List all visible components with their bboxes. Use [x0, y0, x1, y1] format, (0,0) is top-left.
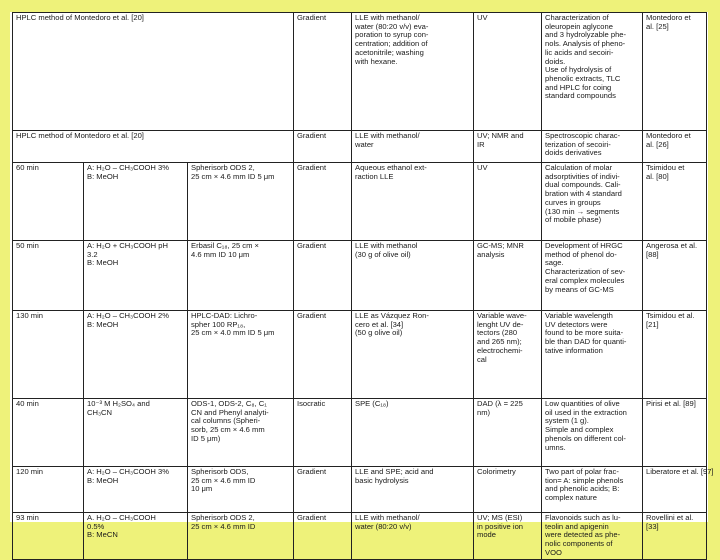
table-cell — [643, 513, 707, 560]
cell-text-line: B: MeCN — [87, 530, 118, 540]
cell-text-line: oil used in the extraction — [545, 407, 627, 417]
cell-text-line: VOO — [545, 547, 562, 557]
cell-text-line: CN and Phenyl analyti- — [191, 407, 269, 417]
cell-text-line: and 265 nm); — [477, 337, 522, 347]
cell-text-line: UV — [477, 13, 488, 22]
table-cell — [542, 241, 643, 311]
cell-text-line: Montedoro et — [646, 131, 691, 140]
cell-text-line: DAD (λ = 225 — [477, 399, 523, 408]
table-cell — [294, 163, 352, 241]
cell-text-line: A. H₂O – CH₃COOH — [87, 513, 156, 522]
cell-text-line: oleuropein aglycone — [545, 21, 613, 31]
cell-text-line: adsorptivities of indivi- — [545, 171, 620, 181]
methods-table — [12, 12, 714, 560]
cell-text-line: 4.6 mm ID 10 μm — [191, 249, 250, 259]
cell-text-line: spher 100 RP₁₈, — [191, 319, 246, 329]
table-cell — [188, 513, 294, 560]
cell-text-line: standard compounds — [545, 91, 616, 101]
table-cell — [294, 399, 352, 467]
cell-text-line: Spherisorb ODS, — [191, 467, 249, 476]
cell-text-line: nols. Analysis of pheno- — [545, 39, 626, 49]
cell-text-line: raction LLE — [355, 171, 394, 181]
cell-text-line: [21] — [646, 319, 659, 329]
cell-text-line: phenols on different col- — [545, 433, 626, 443]
cell-text-line: centration; addition of — [355, 39, 428, 49]
table-cell — [474, 467, 542, 513]
table-cell — [294, 513, 352, 560]
cell-text-line: Spectroscopic charac- — [545, 131, 621, 140]
cell-text-line: terization of secoiri- — [545, 139, 611, 149]
cell-text-line: (50 g olive oil) — [355, 328, 403, 338]
cell-text-line: by means of GC-MS — [545, 284, 614, 294]
table-cell — [474, 241, 542, 311]
table-cell — [13, 399, 84, 467]
cell-text-line: 25 cm × 4.6 mm ID 5 μm — [191, 171, 275, 181]
cell-text-line: complex nature — [545, 493, 597, 503]
cell-text-line: LLE with methanol/ — [355, 131, 420, 140]
cell-text-line: Colorimetry — [477, 467, 516, 476]
cell-text-line: and phenolic acids; B: — [545, 484, 620, 494]
table-cell — [188, 399, 294, 467]
table-cell — [643, 311, 707, 399]
table-cell — [294, 131, 352, 163]
cell-text-line: and HPLC for coing — [545, 82, 612, 92]
cell-text-line: Spherisorb ODS 2, — [191, 163, 255, 172]
table-row — [13, 131, 707, 163]
cell-text-line: Tsimidou et — [646, 163, 685, 172]
cell-text-line: Aqueous ethanol ext- — [355, 163, 427, 172]
cell-text-line: umns. — [545, 442, 566, 452]
table-cell — [643, 467, 714, 513]
cell-text-line: of mobile phase) — [545, 215, 602, 225]
cell-text-line: Rovellini et al. — [646, 513, 694, 522]
cell-text-line: Angerosa et al. — [646, 241, 698, 250]
cell-text-line: teolin and apigenin — [545, 521, 609, 531]
cell-text-line: tion= A: simple phenols — [545, 475, 624, 485]
table-cell — [643, 241, 707, 311]
table-cell — [352, 13, 474, 131]
cell-text-line: Montedoro et — [646, 13, 691, 22]
cell-text-line: Pirisi et al. [89] — [646, 399, 696, 408]
table-cell — [294, 311, 352, 399]
cell-text-line: Spherisorb ODS 2, — [191, 513, 255, 522]
table-cell — [84, 163, 188, 241]
cell-text-line: A: H₂O + CH₃COOH pH — [87, 241, 168, 250]
cell-text-line: water (80:20 v/v) — [355, 521, 412, 531]
cell-text-line: [88] — [646, 249, 659, 259]
cell-text-line: GC-MS; MNR — [477, 241, 524, 250]
cell-text-line: 10⁻³ M H₂SO₄ and — [87, 399, 150, 408]
cell-text-line: LLE as Vázquez Ron- — [355, 311, 429, 320]
cell-text-line: 130 min — [16, 311, 44, 320]
cell-text-line: sorb, 25 cm × 4.6 mm — [191, 425, 265, 435]
table-cell — [542, 163, 643, 241]
cell-text-line: [33] — [646, 521, 659, 531]
cell-text-line: Tsimidou et al. — [646, 311, 695, 320]
cell-text-line: Gradient — [297, 241, 327, 250]
cell-text-line: found to be more suita- — [545, 328, 624, 338]
table-cell — [84, 311, 188, 399]
table-cell — [13, 311, 84, 399]
cell-text-line: SPE (C₁₈) — [355, 399, 389, 408]
cell-text-line: Characterization of sev- — [545, 267, 626, 277]
cell-text-line: Gradient — [297, 131, 327, 140]
table-row — [13, 163, 707, 241]
cell-text-line: 25 cm × 4.6 mm ID — [191, 521, 256, 531]
cell-text-line: A: H₂O – CH₃COOH 3% — [87, 467, 169, 476]
cell-text-line: Gradient — [297, 513, 327, 522]
cell-text-line: Calculation of molar — [545, 163, 613, 172]
cell-text-line: CH₃CN — [87, 407, 113, 417]
cell-text-line: 25 cm × 4.6 mm ID — [191, 475, 256, 485]
cell-text-line: 10 μm — [191, 484, 213, 494]
table-cell — [294, 13, 352, 131]
cell-text-line: Gradient — [297, 467, 327, 476]
cell-text-line: acetonitrile; washing — [355, 47, 424, 57]
cell-text-line: tative information — [545, 345, 603, 355]
table-cell — [474, 131, 542, 163]
table-row — [13, 13, 707, 131]
cell-text-line: UV — [477, 163, 488, 172]
cell-text-line: water (80:20 v/v) eva- — [355, 21, 429, 31]
cell-text-line: B: MeOH — [87, 319, 119, 329]
table-cell — [13, 131, 294, 163]
cell-text-line: system (1 g). — [545, 416, 589, 426]
table-cell — [13, 13, 294, 131]
cell-text-line: Simple and complex — [545, 425, 614, 435]
cell-text-line: Liberatore et al. [97] — [646, 467, 714, 476]
cell-text-line: Low quantities of olive — [545, 399, 620, 408]
table-cell — [188, 467, 294, 513]
cell-text-line: 60 min — [16, 163, 39, 172]
table-cell — [13, 241, 84, 311]
cell-text-line: UV; NMR and — [477, 131, 524, 140]
cell-text-line: (30 g of olive oil) — [355, 249, 411, 259]
cell-text-line: HPLC method of Montedoro et al. [20] — [16, 13, 144, 22]
cell-text-line: A: H₂O – CH₃COOH 2% — [87, 311, 169, 320]
table-row — [13, 513, 707, 560]
cell-text-line: LLE with methanol — [355, 241, 418, 250]
table-cell — [474, 513, 542, 560]
table-cell — [13, 513, 84, 560]
table-cell — [294, 467, 352, 513]
cell-text-line: Erbasil C₁₈, 25 cm × — [191, 241, 259, 250]
cell-text-line: water — [355, 139, 374, 149]
cell-text-line: B: MeOH — [87, 475, 119, 485]
table-cell — [188, 241, 294, 311]
cell-text-line: al. [25] — [646, 21, 669, 31]
cell-text-line: were detected as phe- — [545, 530, 621, 540]
cell-text-line: IR — [477, 139, 485, 149]
table-cell — [474, 13, 542, 131]
table-cell — [542, 513, 643, 560]
table-cell — [474, 399, 542, 467]
table-cell — [294, 241, 352, 311]
cell-text-line: Gradient — [297, 311, 327, 320]
cell-text-line: poration to syrup con- — [355, 30, 429, 40]
table-cell — [13, 467, 84, 513]
table-cell — [352, 163, 474, 241]
table-cell — [542, 13, 643, 131]
cell-text-line: bration with 4 standard — [545, 189, 622, 199]
table-cell — [542, 311, 643, 399]
cell-text-line: Isocratic — [297, 399, 326, 408]
cell-text-line: tectors (280 — [477, 328, 518, 338]
table-row — [13, 241, 707, 311]
table-cell — [84, 399, 188, 467]
table-cell — [643, 13, 707, 131]
table-row — [13, 311, 707, 399]
cell-text-line: HPLC method of Montedoro et al. [20] — [16, 131, 144, 140]
cell-text-line: (130 min → segments — [545, 206, 620, 216]
cell-text-line: electrochemi- — [477, 345, 523, 355]
cell-text-line: A: H₂O – CH₃COOH 3% — [87, 163, 169, 172]
cell-text-line: eral complex molecules — [545, 275, 625, 285]
cell-text-line: Variable wavelength — [545, 311, 613, 320]
cell-text-line: cero et al. [34] — [355, 319, 404, 329]
cell-text-line: sage. — [545, 258, 564, 268]
cell-text-line: Development of HRGC — [545, 241, 623, 250]
cell-text-line: 93 min — [16, 513, 39, 522]
cell-text-line: B: MeOH — [87, 171, 119, 181]
cell-text-line: with hexane. — [355, 56, 398, 66]
cell-text-line: curves in groups — [545, 197, 601, 207]
table-cell — [542, 131, 643, 163]
table-cell — [352, 513, 474, 560]
table-cell — [643, 131, 707, 163]
table-row — [13, 399, 707, 467]
cell-text-line: lenght UV de- — [477, 319, 524, 329]
table-cell — [542, 399, 643, 467]
cell-text-line: analysis — [477, 249, 505, 259]
cell-text-line: LLE and SPE; acid and — [355, 467, 434, 476]
cell-text-line: HPLC-DAD: Lichro- — [191, 311, 258, 320]
cell-text-line: basic hydrolysis — [355, 475, 409, 485]
cell-text-line: Characterization of — [545, 13, 609, 22]
cell-text-line: dual compounds. Cali- — [545, 180, 621, 190]
cell-text-line: method of phenol do- — [545, 249, 617, 259]
table-cell — [188, 163, 294, 241]
cell-text-line: and 3 hydrolyzable phe- — [545, 30, 627, 40]
cell-text-line: cal — [477, 354, 487, 364]
table-cell — [352, 131, 474, 163]
cell-text-line: mode — [477, 530, 496, 540]
cell-text-line: al. [80] — [646, 171, 669, 181]
cell-text-line: in positive ion — [477, 521, 524, 531]
table-cell — [474, 163, 542, 241]
table-cell — [352, 399, 474, 467]
table-cell — [643, 163, 707, 241]
cell-text-line: phenolic extracts, TLC — [545, 73, 621, 83]
table-cell — [352, 241, 474, 311]
table-cell — [474, 311, 542, 399]
cell-text-line: UV; MS (ESI) — [477, 513, 523, 522]
cell-text-line: Flavonoids such as lu- — [545, 513, 621, 522]
cell-text-line: Gradient — [297, 13, 327, 22]
table-cell — [352, 311, 474, 399]
cell-text-line: doids. — [545, 56, 566, 66]
cell-text-line: Use of hydrolysis of — [545, 65, 612, 75]
cell-text-line: 40 min — [16, 399, 39, 408]
table-row — [13, 467, 707, 513]
cell-text-line: 25 cm × 4.0 mm ID 5 μm — [191, 328, 275, 338]
cell-text-line: Variable wave- — [477, 311, 527, 320]
cell-text-line: 50 min — [16, 241, 39, 250]
cell-text-line: doids derivatives — [545, 148, 602, 158]
cell-text-line: lic acids and secoiri- — [545, 47, 614, 57]
cell-text-line: UV detectors were — [545, 319, 608, 329]
document-page — [10, 12, 714, 557]
table-cell — [84, 467, 188, 513]
cell-text-line: ODS-1, ODS-2, C₈, C₁ — [191, 399, 267, 408]
table-cell — [84, 513, 188, 560]
cell-text-line: B: MeOH — [87, 258, 119, 268]
table-cell — [643, 399, 707, 467]
table-body — [13, 13, 714, 560]
cell-text-line: Gradient — [297, 163, 327, 172]
cell-text-line: 0.5% — [87, 521, 105, 531]
table-cell — [542, 467, 643, 513]
cell-text-line: nolic components of — [545, 539, 613, 549]
cell-text-line: ID 5 μm) — [191, 433, 221, 443]
table-cell — [13, 163, 84, 241]
cell-text-line: ble than DAD for quanti- — [545, 337, 627, 347]
cell-text-line: nm) — [477, 407, 491, 417]
cell-text-line: LLE with methanol/ — [355, 13, 420, 22]
table-cell — [84, 241, 188, 311]
cell-text-line: al. [26] — [646, 139, 669, 149]
cell-text-line: LLE with methanol/ — [355, 513, 420, 522]
cell-text-line: 3.2 — [87, 249, 98, 259]
cell-text-line: 120 min — [16, 467, 44, 476]
cell-text-line: Two part of polar frac- — [545, 467, 619, 476]
table-cell — [188, 311, 294, 399]
table-cell — [352, 467, 474, 513]
cell-text-line: cal columns (Spheri- — [191, 416, 261, 426]
